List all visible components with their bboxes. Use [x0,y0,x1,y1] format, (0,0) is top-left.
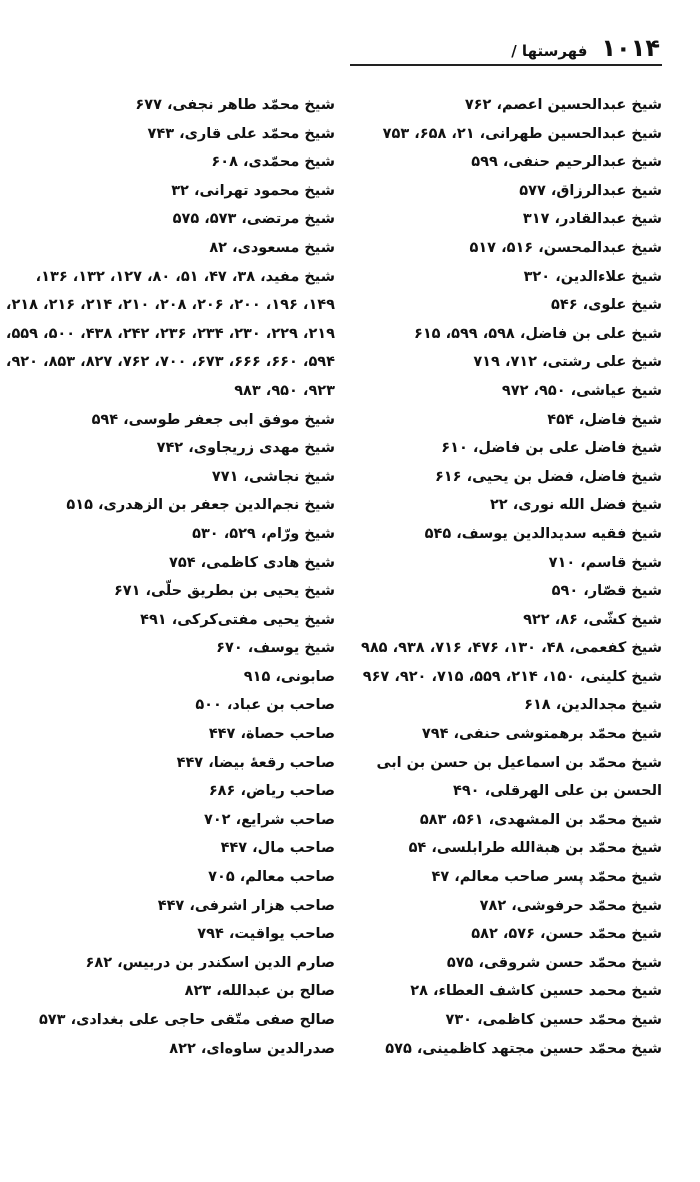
index-entry: شیخ یحیی مفتی‌کرکی، ۴۹۱ [140,611,335,628]
index-entry: شیخ فاضل، ۴۵۴ [547,411,662,428]
index-entry: شیخ کشّی، ۸۶، ۹۲۲ [523,611,662,628]
index-entry: شیخ علی رشتی، ۷۱۲، ۷۱۹ [473,354,662,371]
index-entry: شیخ محمّد بن المشهدی، ۵۶۱، ۵۸۳ [419,811,662,828]
index-entry: صاحب یواقیت، ۷۹۴ [197,926,335,943]
index-entry: شیخ علوی، ۵۴۶ [551,297,662,314]
index-entry: شیخ علاءالدین، ۳۲۰ [523,268,662,285]
index-entry: صاحب رقعهٔ بیضا، ۴۴۷ [176,754,335,771]
index-entry: شیخ موفق ابی جعفر طوسی، ۵۹۴ [91,411,335,428]
index-entry: شیخ محمد حسین کاشف العطاء، ۲۸ [410,983,662,1000]
index-entry: شیخ قاسم، ۷۱۰ [548,554,662,571]
index-entry: شیخ کفعمی، ۴۸، ۱۳۰، ۴۷۶، ۷۱۶، ۹۳۸، ۹۸۵ [360,640,662,657]
index-entry: شیخ مجدالدین، ۶۱۸ [524,697,662,714]
index-entry: صاحب معالم، ۷۰۵ [208,869,335,886]
index-entry: صاحب حصاة، ۴۴۷ [208,726,335,743]
index-entry: شیخ ورّام، ۵۲۹، ۵۳۰ [192,525,335,542]
index-entry: شیخ فقیه سدیدالدین یوسف، ۵۴۵ [424,525,662,542]
index-entry: شیخ فاضل علی بن فاضل، ۶۱۰ [441,440,662,457]
index-entry: شیخ محمّد حسین کاظمی، ۷۳۰ [445,1012,662,1028]
index-entry: شیخ محمّد طاهر نجفی، ۶۷۷ [135,97,335,113]
index-entry: صارم الدین اسکندر بن دربیس، ۶۸۲ [85,954,335,971]
index-entry: شیخ مرتضی، ۵۷۳، ۵۷۵ [172,211,335,228]
index-entry: شیخ فاضل، فضل بن یحیی، ۶۱۶ [434,468,662,485]
index-entry: شیخ مفید، ۳۸، ۴۷، ۵۱، ۸۰، ۱۲۷، ۱۳۲، ۱۳۶، ۱۴۹، ۱۹۶، ۲۰۰، ۲۰۶، ۲۰۸، ۲۱۰، ۲۱۴، ۲۱۶، ۲۱۸، ۲۱۹، ۲۲۹، ۲۳۰، ۲۳۴، ۲۳۶، ۲۴۲، ۴۳۸، ۵۰۰، ۵۵۹، ۵۹۴، ۶۶۰، ۶۶۶، ۶۷۳، ۷۰۰، ۷۶۲، ۸۲۷، ۸۵۳، ۹۲۰، ۹۲۳، ۹۵۰، ۹۸۳ [5,268,335,399]
index-entry: شیخ محمّد علی قاری، ۷۴۳ [147,125,335,142]
index-entry: شیخ علی بن فاضل، ۵۹۸، ۵۹۹، ۶۱۵ [413,325,662,342]
index-entry: صاحب شرایع، ۷۰۲ [203,811,335,828]
index-entry: شیخ نجم‌الدین جعفر بن الزهدری، ۵۱۵ [66,497,335,514]
index-entry: شیخ محمّد حسن، ۵۷۶، ۵۸۲ [471,926,662,943]
index-entry: شیخ کلینی، ۱۵۰، ۲۱۴، ۵۵۹، ۷۱۵، ۹۲۰، ۹۶۷ [362,668,662,685]
index-entry: شیخ محمّدی، ۶۰۸ [211,154,335,171]
header-rule [350,64,662,66]
index-entry: شیخ هادی کاظمی، ۷۵۴ [169,554,335,571]
index-entry: شیخ محمّد حسین مجتهد کاظمینی، ۵۷۵ [385,1040,662,1057]
index-column-left [5,91,335,1063]
running-title: فهرستها / [511,42,588,60]
index-entry: شیخ محمّد بن اسماعیل بن حسن بن ابی الحسن بن علی الهرقلی، ۴۹۰ [376,754,662,800]
index-entry: صالح صفی متّقی حاجی علی بغدادی، ۵۷۳ [38,1012,335,1028]
index-entry: شیخ محمود تهرانی، ۳۲ [171,182,335,199]
index-entry: صاحب هزار اشرفی، ۴۴۷ [157,897,335,914]
index-entry: شیخ عبدالمحسن، ۵۱۶، ۵۱۷ [469,239,662,256]
index-column-right [332,91,662,1063]
index-entry: شیخ محمّد پسر صاحب معالم، ۴۷ [431,869,662,886]
index-entry: شیخ عبدالحسین طهرانی، ۲۱، ۶۵۸، ۷۵۳ [382,125,662,142]
index-entry: شیخ عبدالحسین اعصم، ۷۶۲ [464,97,662,113]
index-entry: صاحب مال، ۴۴۷ [220,840,335,857]
index-entry: شیخ عبدالرزاق، ۵۷۷ [519,182,662,199]
index-entry: شیخ قصّار، ۵۹۰ [551,583,662,600]
index-entry: شیخ مهدی زریجاوی، ۷۴۲ [156,440,335,457]
index-entry: صالح بن عبدالله، ۸۲۳ [184,983,335,1000]
index-entry: صاحب بن عباد، ۵۰۰ [195,697,335,714]
page-number: ۱۰۱۴ [601,34,660,62]
index-entry: شیخ مسعودی، ۸۲ [209,239,335,256]
index-entry: صابونی، ۹۱۵ [243,668,335,685]
index-entry: شیخ فضل الله نوری، ۲۲ [489,497,662,514]
index-entry: شیخ محمّد برهمتوشی حنفی، ۷۹۴ [421,726,662,743]
index-entry: شیخ عیاشی، ۹۵۰، ۹۷۲ [501,382,662,399]
index-entry: صاحب ریاض، ۶۸۶ [208,783,335,800]
index-entry: شیخ محمّد حرفوشی، ۷۸۲ [479,897,662,914]
index-entry: شیخ محمّد بن هبةالله طرابلسی، ۵۴ [408,840,662,857]
index-entry: شیخ نجاشی، ۷۷۱ [211,468,335,485]
index-entry: صدرالدین ساوه‌ای، ۸۲۲ [169,1040,335,1057]
index-entry: شیخ عبدالرحیم حنفی، ۵۹۹ [471,154,662,171]
index-entry: شیخ یحیی بن بطریق حلّی، ۶۷۱ [113,583,335,600]
index-entry: شیخ محمّد حسن شروقی، ۵۷۵ [446,954,662,971]
index-entry: شیخ یوسف، ۶۷۰ [216,640,335,657]
index-entry: شیخ عبدالقادر، ۳۱۷ [522,211,662,228]
page-header [350,28,660,60]
